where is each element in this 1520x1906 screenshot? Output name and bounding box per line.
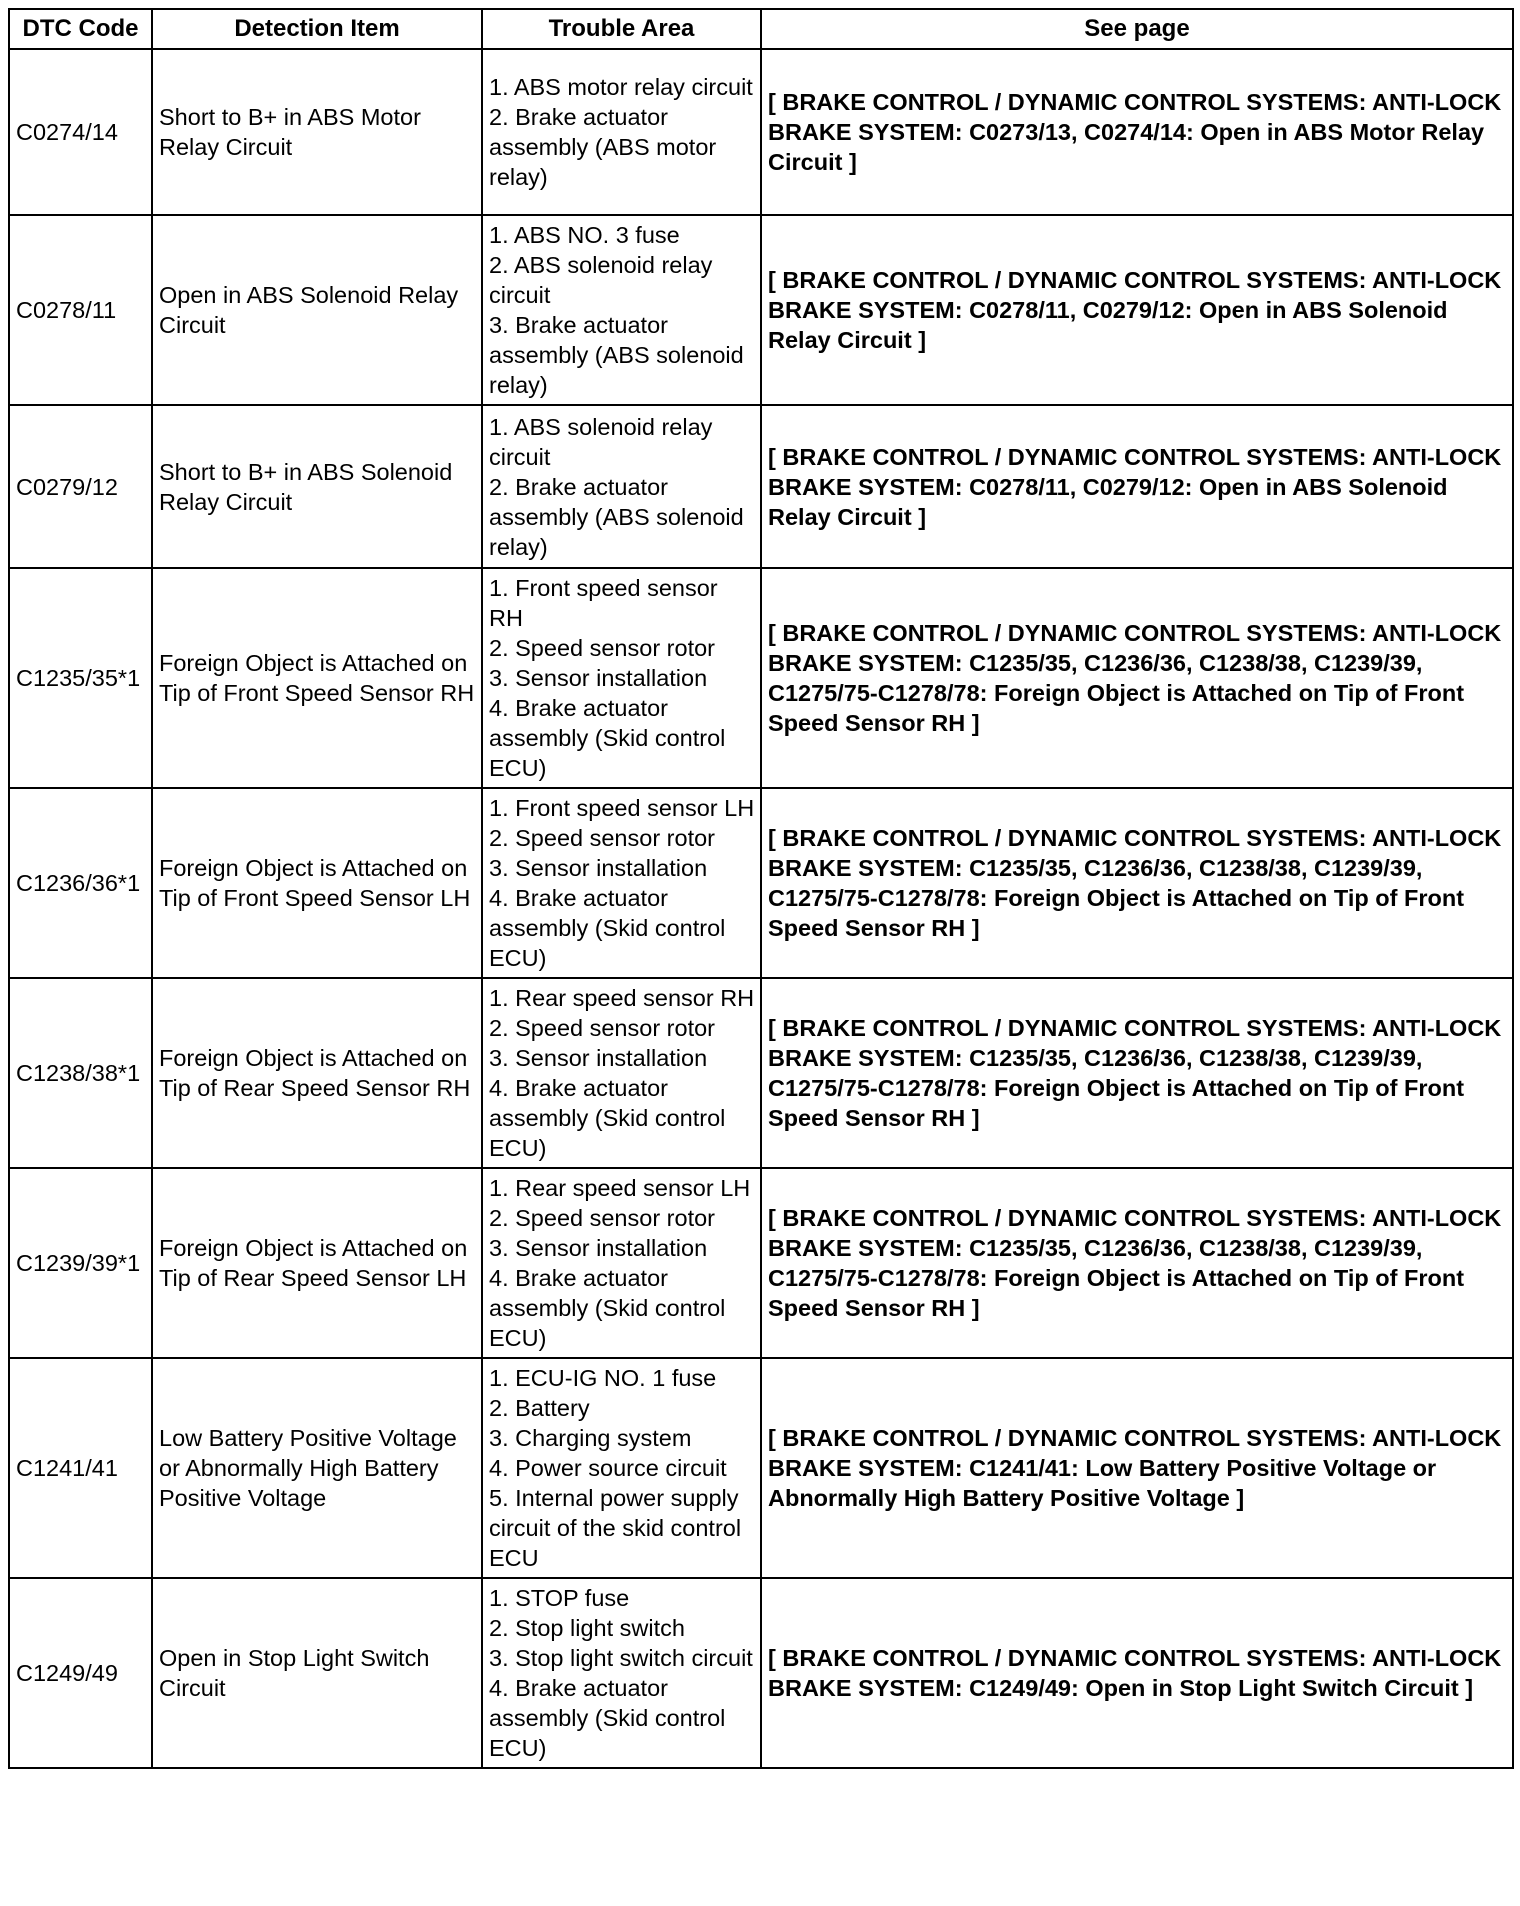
header-dtc-code: DTC Code xyxy=(9,9,152,49)
table-row xyxy=(9,568,1513,788)
detection-item-cell: Foreign Object is Attached on Tip of Front Speed Sensor RH xyxy=(152,568,482,788)
table-row xyxy=(9,978,1513,1168)
trouble-area-item: 3. Sensor installation xyxy=(489,665,708,691)
detection-item-cell: Short to B+ in ABS Motor Relay Circuit xyxy=(152,49,482,215)
table-header-row xyxy=(9,9,1513,49)
see-page-link[interactable]: [ BRAKE CONTROL / DYNAMIC CONTROL SYSTEMS: ANTI-LOCK BRAKE SYSTEM: C1235/35, C1236/36, C1238/38, C1239/39, C1275/75-C1278/78: Foreign Object is Attached on Tip of Front Speed Sensor RH ] xyxy=(768,1205,1502,1321)
trouble-area-item: 1. STOP fuse xyxy=(489,1585,630,1611)
trouble-area-item: 2. Stop light switch xyxy=(489,1615,685,1641)
detection-item-cell: Foreign Object is Attached on Tip of Rear Speed Sensor LH xyxy=(152,1168,482,1358)
trouble-area-item: 1. ABS solenoid relay circuit xyxy=(489,413,713,470)
trouble-area-item: 3. Sensor installation xyxy=(489,855,708,881)
table-row xyxy=(9,215,1513,405)
trouble-area-item: 1. ECU-IG NO. 1 fuse xyxy=(489,1365,717,1391)
trouble-area-cell xyxy=(482,568,761,788)
detection-item-cell: Open in Stop Light Switch Circuit xyxy=(152,1578,482,1768)
dtc-code-cell: C1236/36*1 xyxy=(9,788,152,978)
detection-item-cell: Foreign Object is Attached on Tip of Front Speed Sensor LH xyxy=(152,788,482,978)
see-page-cell xyxy=(761,1358,1513,1578)
dtc-code-cell: C0278/11 xyxy=(9,215,152,405)
trouble-area-item: 2. Battery xyxy=(489,1395,590,1421)
see-page-link[interactable]: [ BRAKE CONTROL / DYNAMIC CONTROL SYSTEMS: ANTI-LOCK BRAKE SYSTEM: C0278/11, C0279/12: Open in ABS Solenoid Relay Circuit ] xyxy=(768,443,1502,530)
see-page-link[interactable]: [ BRAKE CONTROL / DYNAMIC CONTROL SYSTEMS: ANTI-LOCK BRAKE SYSTEM: C1241/41: Low Battery Positive Voltage or Abnormally High Battery Positive Voltage ] xyxy=(768,1425,1502,1511)
see-page-cell xyxy=(761,215,1513,405)
dtc-code-cell: C1235/35*1 xyxy=(9,568,152,788)
trouble-area-item: 2. Speed sensor rotor xyxy=(489,1015,715,1041)
trouble-area-item: 3. Sensor installation xyxy=(489,1045,708,1071)
trouble-area-cell xyxy=(482,1168,761,1358)
trouble-area-cell xyxy=(482,49,761,215)
trouble-area-cell xyxy=(482,788,761,978)
trouble-area-item: 4. Brake actuator assembly (Skid control ECU) xyxy=(489,695,726,781)
trouble-area-item: 4. Power source circuit xyxy=(489,1455,727,1481)
dtc-table xyxy=(8,8,1514,1769)
header-see-page: See page xyxy=(761,9,1513,49)
see-page-link[interactable]: [ BRAKE CONTROL / DYNAMIC CONTROL SYSTEMS: ANTI-LOCK BRAKE SYSTEM: C1235/35, C1236/36, C1238/38, C1239/39, C1275/75-C1278/78: Foreign Object is Attached on Tip of Front Speed Sensor RH ] xyxy=(768,620,1502,736)
trouble-area-item: 1. Front speed sensor LH xyxy=(489,795,755,821)
table-row xyxy=(9,1168,1513,1358)
table-row xyxy=(9,1578,1513,1768)
trouble-area-item: 1. ABS motor relay circuit xyxy=(489,74,753,100)
header-trouble-area: Trouble Area xyxy=(482,9,761,49)
see-page-link[interactable]: [ BRAKE CONTROL / DYNAMIC CONTROL SYSTEMS: ANTI-LOCK BRAKE SYSTEM: C0273/13, C0274/14: Open in ABS Motor Relay Circuit ] xyxy=(768,89,1502,175)
trouble-area-item: 2. Speed sensor rotor xyxy=(489,1205,715,1231)
trouble-area-item: 2. Brake actuator assembly (ABS solenoid relay) xyxy=(489,473,744,560)
see-page-cell xyxy=(761,788,1513,978)
trouble-area-cell xyxy=(482,405,761,568)
trouble-area-item: 1. Rear speed sensor RH xyxy=(489,985,755,1011)
trouble-area-cell xyxy=(482,978,761,1168)
see-page-link[interactable]: [ BRAKE CONTROL / DYNAMIC CONTROL SYSTEMS: ANTI-LOCK BRAKE SYSTEM: C1249/49: Open in Stop Light Switch Circuit ] xyxy=(768,1645,1502,1701)
trouble-area-item: 4. Brake actuator assembly (Skid control ECU) xyxy=(489,1075,726,1161)
trouble-area-item: 3. Sensor installation xyxy=(489,1235,708,1261)
table-row xyxy=(9,49,1513,215)
see-page-cell xyxy=(761,405,1513,568)
table-row xyxy=(9,1358,1513,1578)
see-page-link[interactable]: [ BRAKE CONTROL / DYNAMIC CONTROL SYSTEMS: ANTI-LOCK BRAKE SYSTEM: C0278/11, C0279/12: Open in ABS Solenoid Relay Circuit ] xyxy=(768,267,1502,353)
see-page-link[interactable]: [ BRAKE CONTROL / DYNAMIC CONTROL SYSTEMS: ANTI-LOCK BRAKE SYSTEM: C1235/35, C1236/36, C1238/38, C1239/39, C1275/75-C1278/78: Foreign Object is Attached on Tip of Front Speed Sensor RH ] xyxy=(768,1015,1502,1131)
trouble-area-item: 2. ABS solenoid relay circuit xyxy=(489,252,713,308)
detection-item-cell: Open in ABS Solenoid Relay Circuit xyxy=(152,215,482,405)
dtc-code-cell: C1239/39*1 xyxy=(9,1168,152,1358)
trouble-area-item: 2. Speed sensor rotor xyxy=(489,635,715,661)
trouble-area-item: 1. ABS NO. 3 fuse xyxy=(489,222,680,248)
table-row xyxy=(9,405,1513,568)
detection-item-cell: Foreign Object is Attached on Tip of Rear Speed Sensor RH xyxy=(152,978,482,1168)
see-page-cell xyxy=(761,978,1513,1168)
dtc-code-cell: C1238/38*1 xyxy=(9,978,152,1168)
see-page-cell xyxy=(761,1168,1513,1358)
trouble-area-item: 1. Front speed sensor RH xyxy=(489,575,718,631)
see-page-cell xyxy=(761,1578,1513,1768)
trouble-area-item: 2. Speed sensor rotor xyxy=(489,825,715,851)
trouble-area-item: 4. Brake actuator assembly (Skid control ECU) xyxy=(489,885,726,971)
dtc-table-container xyxy=(8,8,1512,1769)
trouble-area-item: 2. Brake actuator assembly (ABS motor relay) xyxy=(489,104,717,190)
trouble-area-item: 3. Brake actuator assembly (ABS solenoid relay) xyxy=(489,312,744,398)
trouble-area-cell xyxy=(482,215,761,405)
trouble-area-item: 4. Brake actuator assembly (Skid control ECU) xyxy=(489,1265,726,1351)
trouble-area-item: 3. Charging system xyxy=(489,1425,692,1451)
dtc-code-cell: C1249/49 xyxy=(9,1578,152,1768)
header-detection-item: Detection Item xyxy=(152,9,482,49)
dtc-code-cell: C0274/14 xyxy=(9,49,152,215)
see-page-cell xyxy=(761,568,1513,788)
detection-item-cell: Low Battery Positive Voltage or Abnormally High Battery Positive Voltage xyxy=(152,1358,482,1578)
trouble-area-cell xyxy=(482,1578,761,1768)
see-page-link[interactable]: [ BRAKE CONTROL / DYNAMIC CONTROL SYSTEMS: ANTI-LOCK BRAKE SYSTEM: C1235/35, C1236/36, C1238/38, C1239/39, C1275/75-C1278/78: Foreign Object is Attached on Tip of Front Speed Sensor RH ] xyxy=(768,825,1502,941)
trouble-area-item: 5. Internal power supply circuit of the skid control ECU xyxy=(489,1485,742,1571)
trouble-area-item: 1. Rear speed sensor LH xyxy=(489,1175,751,1201)
detection-item-cell: Short to B+ in ABS Solenoid Relay Circuit xyxy=(152,405,482,568)
dtc-code-cell: C0279/12 xyxy=(9,405,152,568)
trouble-area-cell xyxy=(482,1358,761,1578)
dtc-code-cell: C1241/41 xyxy=(9,1358,152,1578)
trouble-area-item: 3. Stop light switch circuit xyxy=(489,1645,753,1671)
table-row xyxy=(9,788,1513,978)
see-page-cell xyxy=(761,49,1513,215)
trouble-area-item: 4. Brake actuator assembly (Skid control ECU) xyxy=(489,1675,726,1761)
